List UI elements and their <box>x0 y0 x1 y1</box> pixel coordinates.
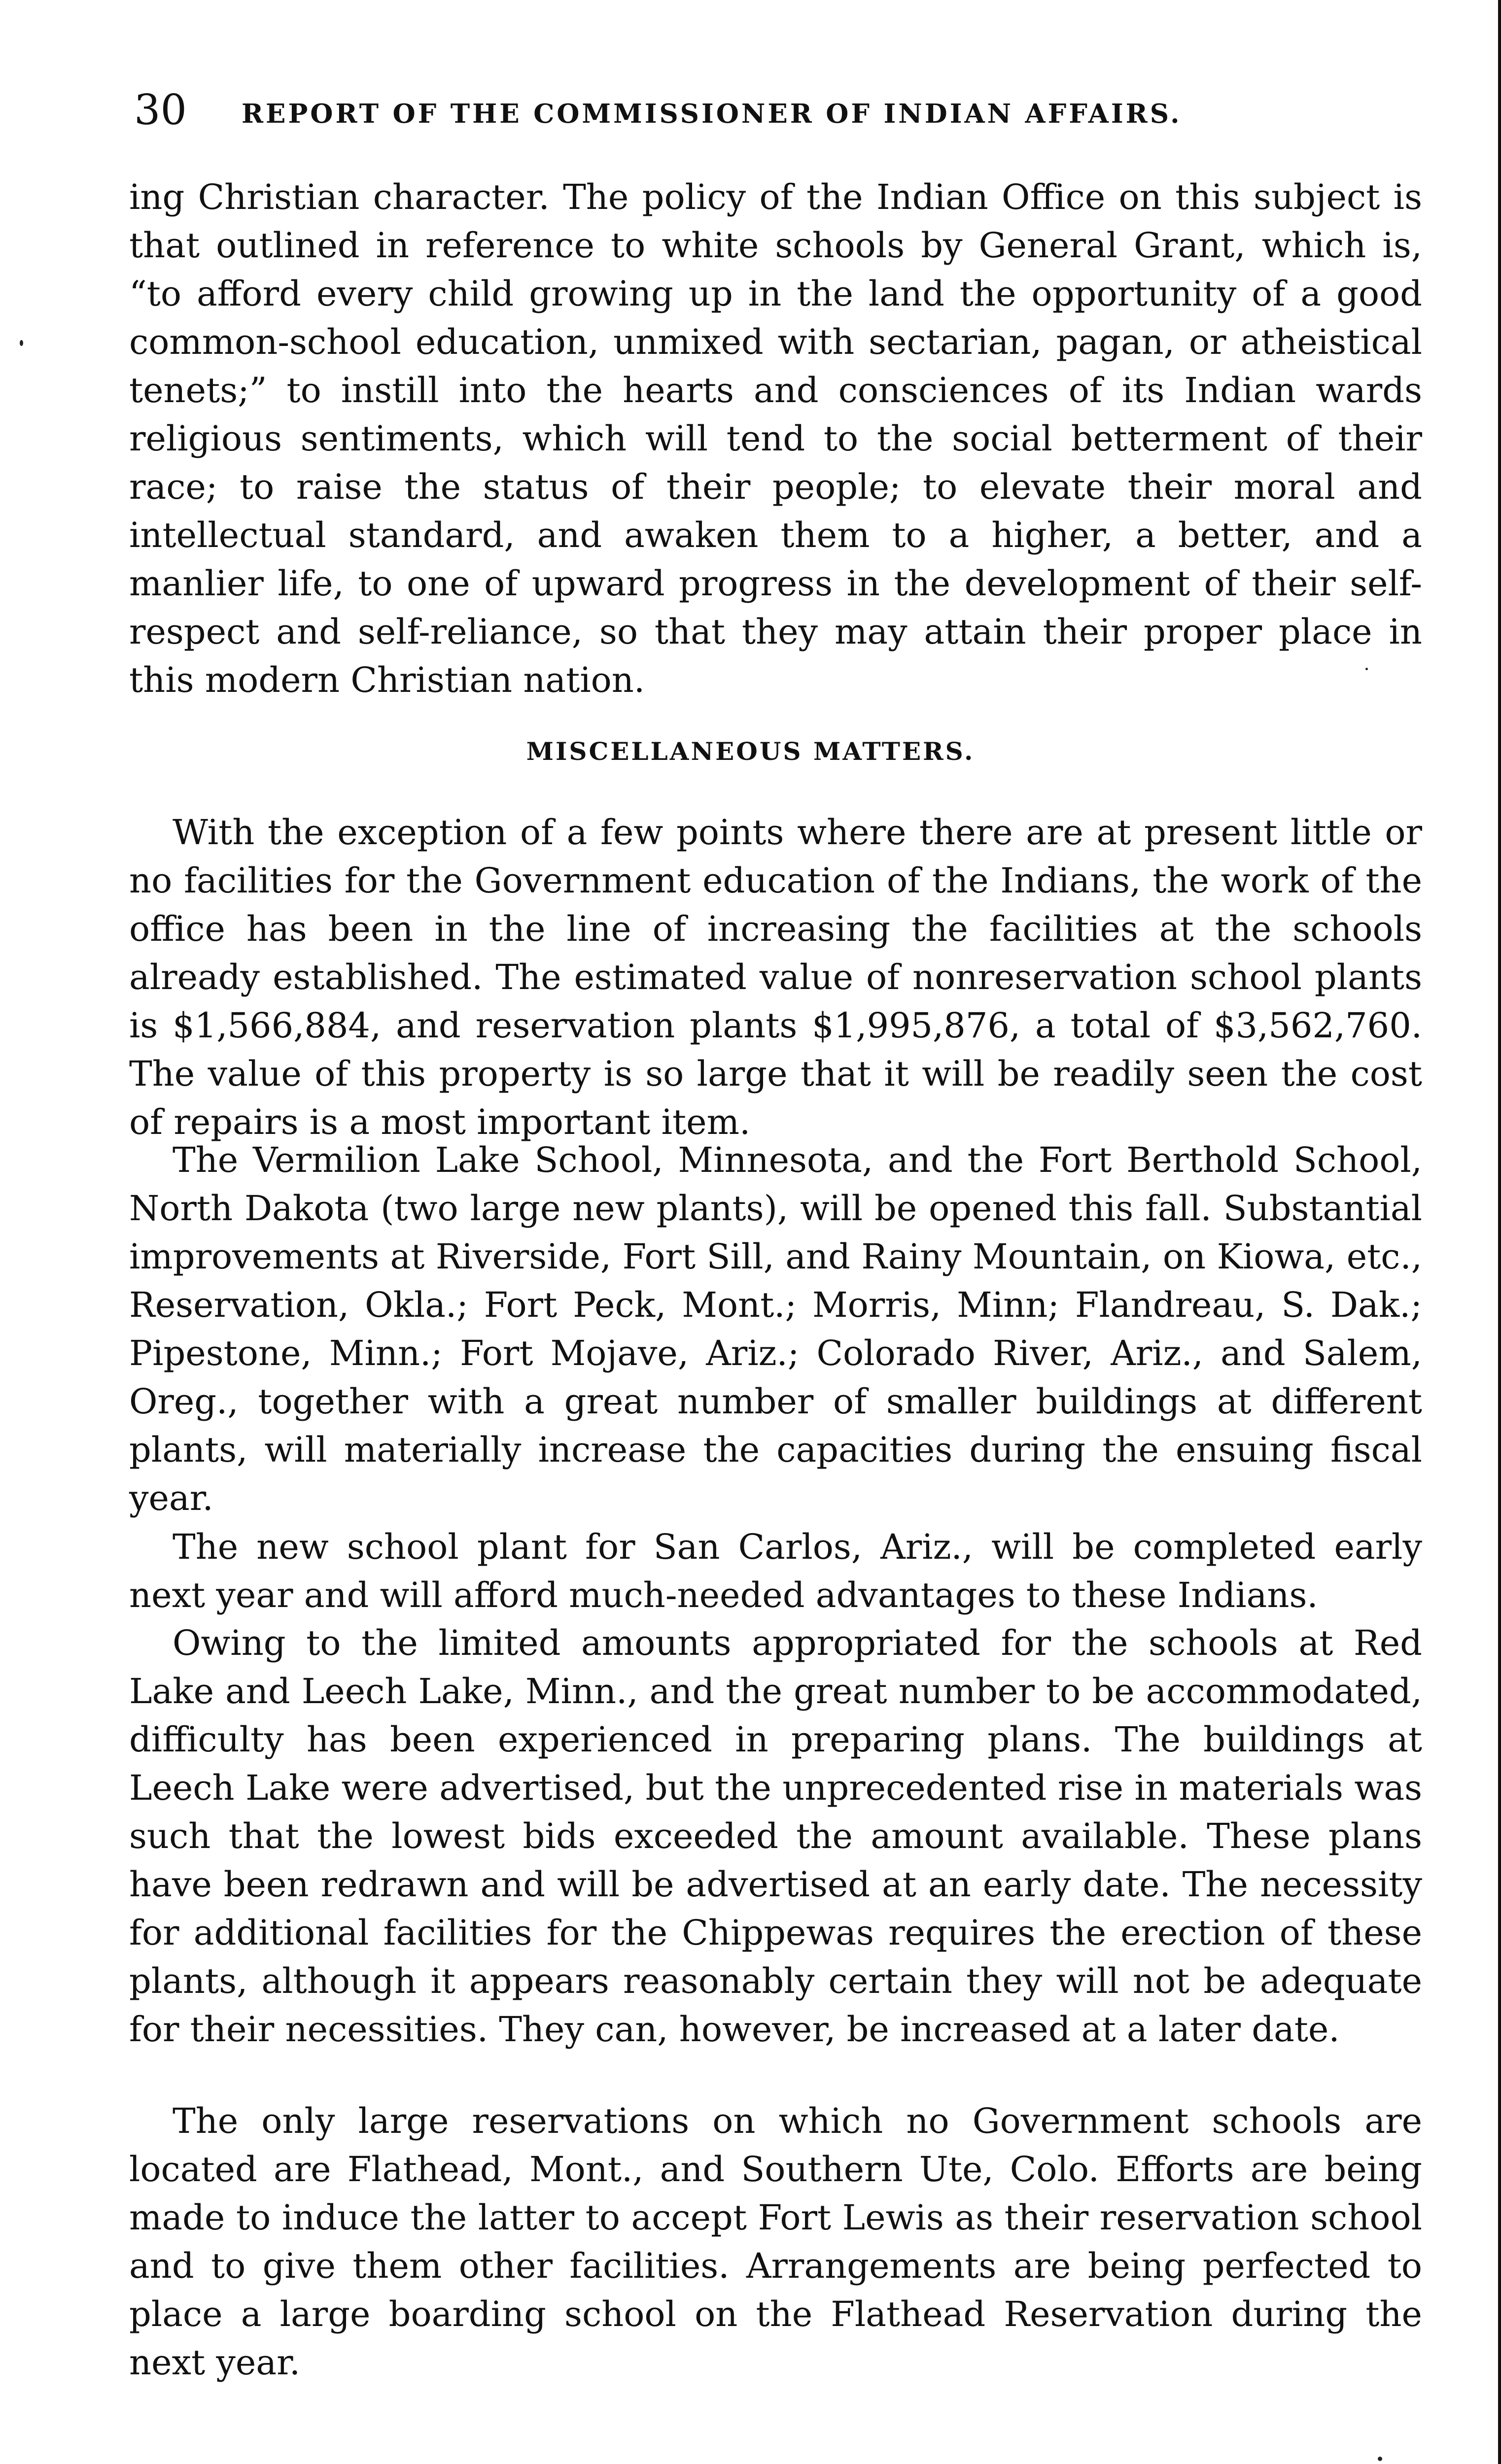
page-number: 30 <box>134 86 187 134</box>
page-header <box>0 88 1501 132</box>
paragraph-san-carlos: The new school plant for San Carlos, Ariz., will be completed early next year and will afford much-needed advantages to these Indians. <box>129 1527 1422 1615</box>
section-heading: MISCELLANEOUS MATTERS. <box>526 737 975 766</box>
scan-speck <box>20 340 23 346</box>
scan-speck <box>1378 2457 1382 2461</box>
paragraph-continuation: ing Christian character. The policy of the Indian Office on this subject is that outlined in reference to white schools by General Grant, which is, “to afford every child growing up in the land the opportunity of a good common-school education, unmixed with sectarian, pagan, or atheistical tenets;” to instill into the hearts and consciences of its Indian wards religious sentiments, which will tend to the social betterment of their race; to raise the status of their people; to elevate their moral and intellectual standard, and awaken them to a higher, a better, and a manlier life, to one of upward progress in the development of their self-respect and self-reliance, so that they may attain their proper place in this modern Christian nation. <box>129 177 1422 700</box>
paragraph-new-plants: The Vermilion Lake School, Minnesota, and the Fort Berthold School, North Dakota (two large new plants), will be opened this fall. Substantial improvements at Riverside, Fort Sill, and Rainy Mountain, on Kiowa, etc., Reservation, Okla.; Fort Peck, Mont.; Morris, Minn; Flandreau, S. Dak.; Pipestone, Minn.; Fort Mojave, Ariz.; Colorado River, Ariz., and Salem, Oreg., together with a great number of smaller buildings at different plants, will materially increase the capacities during the ensuing fiscal year. <box>129 1140 1422 1518</box>
scan-edge-right <box>1498 0 1501 2464</box>
paragraph-school-plant-values: With the exception of a few points where there are at present little or no facilities for the Government education of the Indians, the work of the office has been in the line of increasing the facilities at the schools already established. The estimated value of nonreservation school plants is $1,566,884, and reservation plants $1,995,876, a total of $3,562,760. The value of this property is so large that it will be readily seen the cost of repairs is a most important item. <box>129 812 1422 1142</box>
scan-speck <box>1365 668 1368 670</box>
running-title: REPORT OF THE COMMISSIONER OF INDIAN AFFAIRS. <box>242 99 1182 129</box>
paragraph-flathead-southern-ute: The only large reservations on which no Government schools are located are Flathead, Mont., and Southern Ute, Colo. Efforts are being made to induce the latter to accept Fort Lewis as their reservation school and to give them other facilities. Arrangements are being perfected to place a large boarding school on the Flathead Reservation during the next year. <box>129 2101 1422 2383</box>
paragraph-red-lake-leech-lake: Owing to the limited amounts appropriated for the schools at Red Lake and Leech Lake, Minn., and the great number to be accommodated, difficulty has been experienced in preparing plans. The buildings at Leech Lake were advertised, but the unprecedented rise in materials was such that the lowest bids exceeded the amount available. These plans have been redrawn and will be advertised at an early date. The necessity for additional facilities for the Chippewas requires the erection of these plants, although it appears reasonably certain they will not be adequate for their necessities. They can, however, be increased at a later date. <box>129 1623 1422 2050</box>
